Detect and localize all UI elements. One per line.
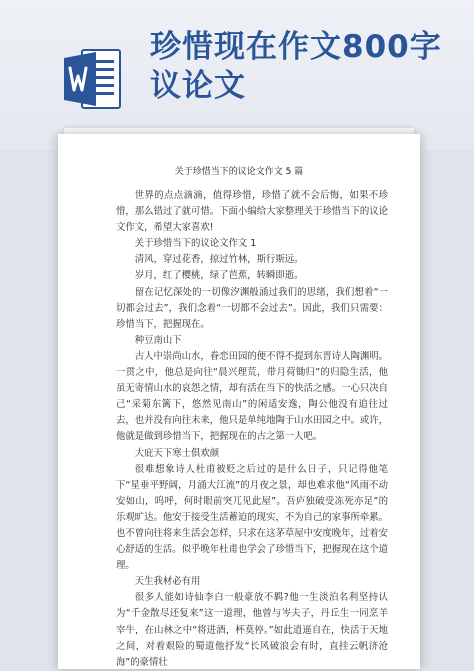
paragraph: 世界的点点滴滴，值得珍惜，珍惜了就不会后悔，如果不珍惜，那么错过了就可惜。下面小编给大家整理关于珍惜当下的议论文作文，希望大家喜欢! xyxy=(116,190,388,234)
document-body xyxy=(116,188,388,671)
document-heading: 关于珍惜当下的议论文作文 5 篇 xyxy=(174,167,304,177)
section-heading: 天生我材必有用 xyxy=(134,576,201,588)
section-heading: 大庇天下寒士俱欢颜 xyxy=(134,447,220,459)
section-heading: 种豆南山下 xyxy=(134,334,182,346)
page-title: 珍惜现在作文800字议论文 xyxy=(150,29,442,104)
paragraph: 留在记忆深处的一切像汐渊般涌过我们的思绪，我们想着“一切都会过去”，我们念着“一切都不会过去”。因此，我们只需要：珍惜当下，把握现在。 xyxy=(116,286,388,330)
document-page xyxy=(58,134,420,669)
paragraph: 岁月，红了樱桃，绿了芭蕉，转瞬即逝。 xyxy=(134,270,304,282)
paragraph: 很多人能如诗仙李白一般豪放不羁?他一生淡泊名利坚持认为“千金散尽还复来”这一道理，他曾与岑夫子，丹丘生一同烹羊宰牛，在山林之中“将进酒，杯莫停。”如此逍遥自在，快活于天地之间，对着艰险的蜀道他抒发“长风破浪会有时，直挂云帆济沧海”的豪情壮 xyxy=(116,592,388,668)
paragraph: 清风，穿过花香，掠过竹林，斯行斯远。 xyxy=(134,254,304,266)
word-doc-icon xyxy=(62,46,122,112)
paragraph: 很难想象诗人杜甫被贬之后过的是什么日子，只记得他笔下“星垂平野阔，月涌大江流”的月夜之景，却也难求他“风雨不动安如山，呜呼，何时眼前突兀见此屋”。吾庐独破受冻死亦足”的乐观旷达。他安于接受生活蓄迫的现实，不为自己的家事所牵累。也不曾向往将来生活会怎样，只求在这茅草屋中安度晚年，过着安心舒适的生活。似乎晚年杜甫也学会了珍惜当下，把握现在这个道理。 xyxy=(116,463,388,572)
section-heading: 关于珍惜当下的议论文作文 1 xyxy=(134,238,257,250)
paragraph: 古人中崇尚山水，眷恋田园的便不得不提到东晋诗人陶渊明。一贯之中，他总是向往“晨兴理荒，带月荷锄归”的归隐生活，他虽无寄情山水的哀怨之情，却有活在当下的快活之感。一心只决自己“采菊东篱下，悠然见南山”的闲适安逸，陶公他没有追往过去，也并没有向往未来，他只是单纯地陶于山水田园之中。或许，他就是做到珍惜当下，把握现在的古之第一人吧。 xyxy=(116,350,388,443)
